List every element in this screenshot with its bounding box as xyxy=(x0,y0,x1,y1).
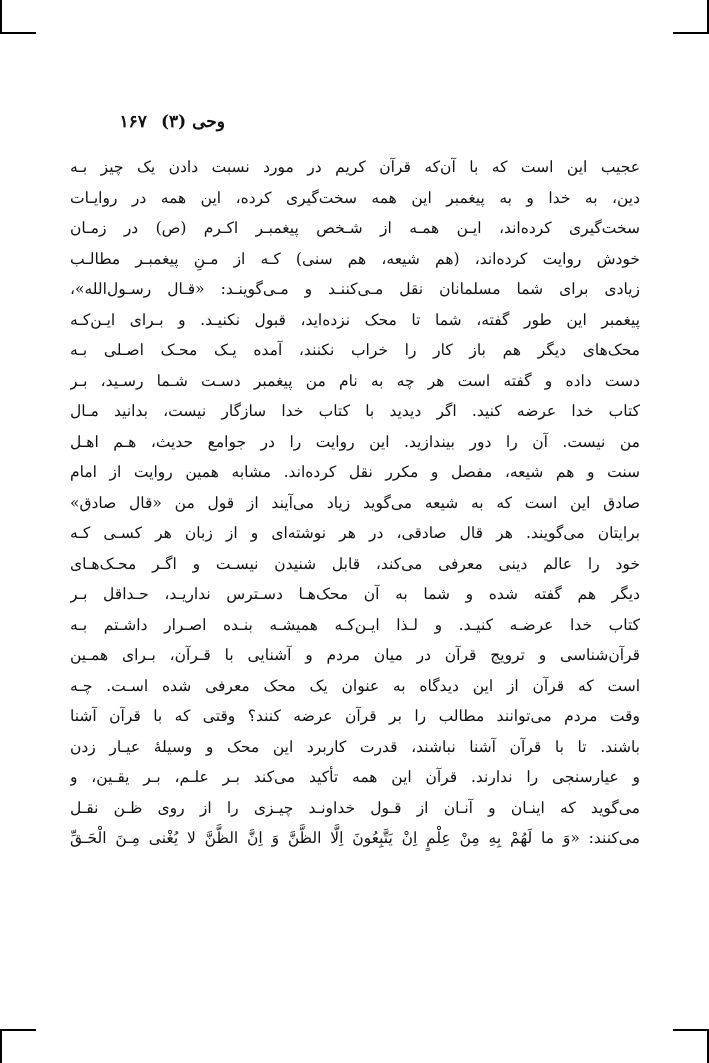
text-line: است که قرآن از این دیدگاه به عنوان یک محک معرفی شده اسـت. چـه xyxy=(70,676,640,695)
text-line: کتاب خدا عرضـه کنیـد. و لـذا ایـن‌کـه همیشـه بنـده اصـرار داشـتم بـه xyxy=(70,615,640,634)
text-line: صادق این است که به شیعه می‌گوید زیاد می‌آیند از قول من «قال صادق» xyxy=(70,493,640,512)
text-line: محک‌های دیگر هم باز کار را خراب نکنند، آمده یـک محـک اصـلی بـه xyxy=(70,341,640,359)
crop-mark-top-right-horizontal xyxy=(673,32,709,34)
text-line: وقت مردم می‌توانند مطالب را بر قرآن عرضه کنند؟ وقتی که با قرآن آشنا xyxy=(70,707,640,725)
text-line: می‌کنند: «وَ ما لَهُمْ بِهِ مِنْ عِلْمٍ اِنْ یَتَّبِعُونَ اِلَّا الظَّنَّ وَ اِنَّ الظَّنَّ لا یُغْنی مِـنَ الْحَـقِّ xyxy=(70,829,640,847)
text-line: دین، به خدا و به پیغمبر این همه سخت‌گیری کرده، این همه در روایـات xyxy=(70,188,640,207)
text-line: می‌گوید که اینـان و آنـان از قـول خداونـد چیـزی را از روی ظـن نقـل xyxy=(70,798,640,817)
text-line: زیادی برای شما مسلمانان نقل مـی‌کننـد و مـی‌گوینـد: «قـال رسـول‌الله»، xyxy=(70,280,640,298)
text-line: پیغمبر این طور گفته، شما تا محک نزده‌اید، قبول نکنیـد. و بـرای ایـن‌کـه xyxy=(70,310,640,329)
text-line: دست داده و گفته است هر چه به نام من پیغمبر دسـت شـما رسـید، بـر xyxy=(70,371,640,390)
crop-mark-bottom-left-vertical xyxy=(0,1029,2,1063)
text-line: سخت‌گیری کرده‌اند، ایـن همـه از شـخص پیغمبـر اکـرم (ص) در زمـان xyxy=(70,219,640,237)
text-line: سنت و هم شیعه، مفصل و مکرر نقل کرده‌اند. مشابه همین روایت از امام xyxy=(70,463,640,481)
crop-mark-bottom-left-horizontal xyxy=(0,1029,36,1031)
crop-mark-top-left-horizontal xyxy=(0,32,36,34)
running-header xyxy=(120,108,225,136)
body-text xyxy=(70,152,640,854)
text-line: باشند. تا با قرآن آشنا نباشند، قدرت کاربرد این محک و وسیلهٔ عیـار زدن xyxy=(70,737,640,756)
text-line: دیگر هم گفته شده و شما به آن محک‌هـا دسـترس ندار‌یـد، حـداقل بـر xyxy=(70,585,640,603)
text-line: و عیارسنجی را ندارند. قرآن این همه تأکید می‌کند بـر علـم، بـر یقـین، و xyxy=(70,768,640,786)
text-line: خود را عالم دینی معرفی می‌کند، قابل شنیدن نیسـت و اگـر محـک‌هـای xyxy=(70,554,640,573)
text-line: برایتان می‌گویند. هر قال صادقی، در هر نوشته‌ای و از زبان هر کسـی کـه xyxy=(70,524,640,542)
text-line: عجیب این است که با آن‌که قرآن کریم در مورد نسبت دادن یک چیز بـه xyxy=(70,158,640,176)
crop-mark-bottom-right-horizontal xyxy=(673,1029,709,1031)
text-line: کتاب خدا عرضه کنید. اگر دیدید با کتاب خدا سازگار نیست، بدانید مـال xyxy=(70,402,640,420)
text-line: خودش روایت کرده‌اند، (هم شیعه، هم سنی) کـه از مـنِ پیغمبـر مطالـب xyxy=(70,249,640,268)
crop-mark-top-left-vertical xyxy=(0,0,2,34)
text-line: من نیست. آن را دور بیندازید. این روایت را در جوامع حدیث، هـم اهـل xyxy=(70,432,640,451)
text-line: قرآن‌شناسی و ترویج قرآن در میان مردم و آشنایی با قـرآن، بـرای همـین xyxy=(70,646,640,664)
chapter-title: وحی (۳) xyxy=(160,112,225,132)
page-number: ۱۶۷ xyxy=(119,112,147,132)
